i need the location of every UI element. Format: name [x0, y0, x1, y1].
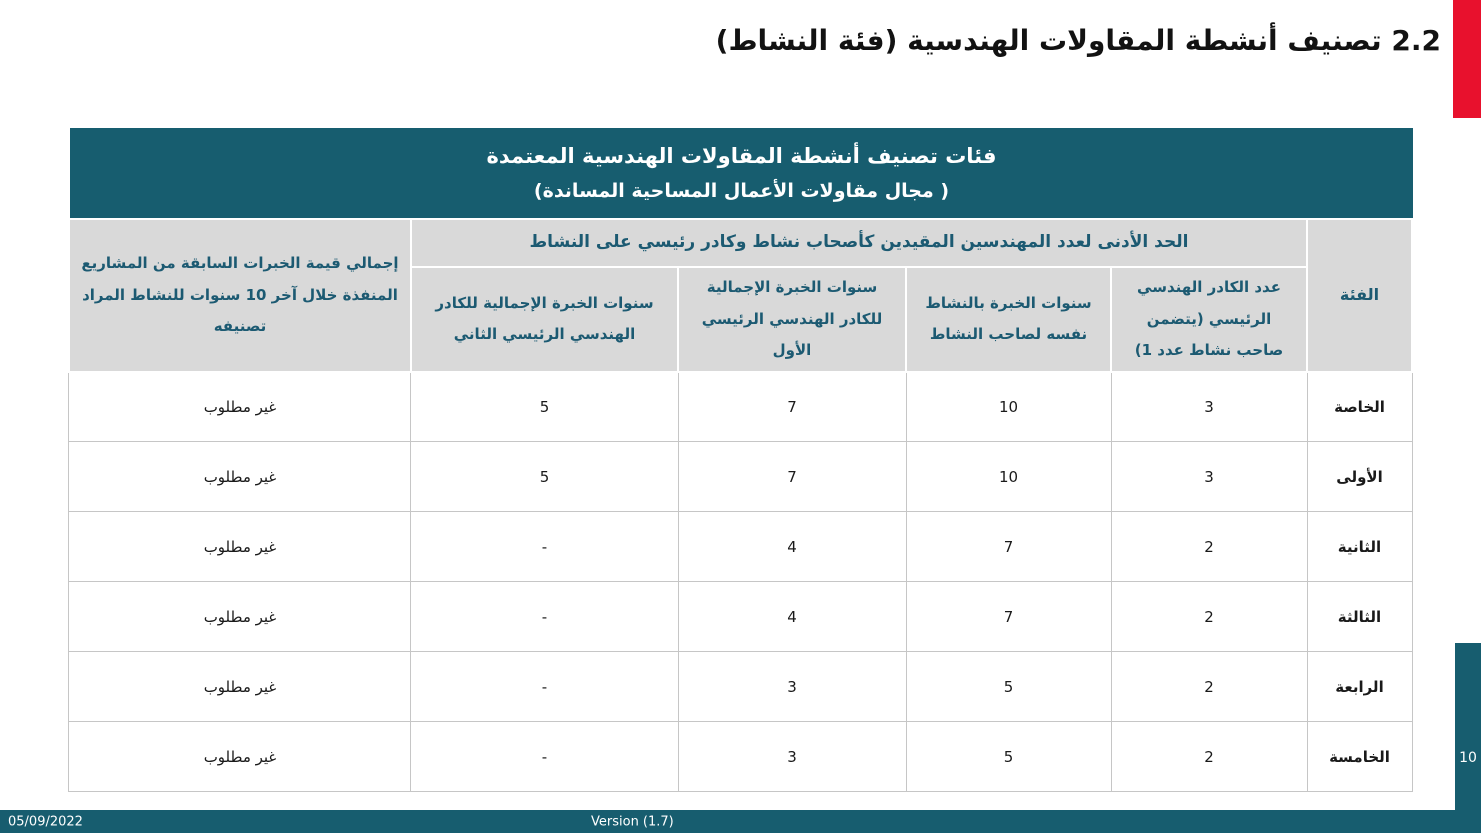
cadre-count-cell: 3: [1111, 442, 1307, 512]
second-cadre-experience-cell: -: [411, 582, 678, 652]
cadre-count-cell: 2: [1111, 652, 1307, 722]
category-cell: الخاصة: [1307, 372, 1412, 442]
owner-experience-cell: 10: [906, 372, 1111, 442]
column-header-previous-experience: إجمالي قيمة الخبرات السابقة من المشاريع المنفذة خلال آخر 10 سنوات للنشاط المراد تصنيفه: [69, 219, 411, 372]
red-accent-bar: [1453, 0, 1481, 118]
page-title: 2.2 تصنيف أنشطة المقاولات الهندسية (فئة النشاط): [715, 24, 1441, 57]
second-cadre-experience-cell: -: [411, 512, 678, 582]
previous-projects-cell: غير مطلوب: [69, 372, 411, 442]
classification-table-section: [70, 128, 1413, 792]
footer-version: Version (1.7): [591, 814, 674, 829]
first-cadre-experience-cell: 4: [678, 512, 906, 582]
column-header-cadre-count: عدد الكادر الهندسي الرئيسي (يتضمن صاحب نشاط عدد 1): [1111, 267, 1307, 372]
previous-projects-cell: غير مطلوب: [69, 582, 411, 652]
category-cell: الأولى: [1307, 442, 1412, 512]
previous-projects-cell: غير مطلوب: [69, 512, 411, 582]
owner-experience-cell: 7: [906, 582, 1111, 652]
column-header-first-cadre-experience: سنوات الخبرة الإجمالية للكادر الهندسي الرئيسي الأول: [678, 267, 906, 372]
owner-experience-cell: 5: [906, 652, 1111, 722]
footer-bar: [0, 810, 1481, 833]
previous-projects-cell: غير مطلوب: [69, 652, 411, 722]
category-cell: الثالثة: [1307, 582, 1412, 652]
category-cell: الرابعة: [1307, 652, 1412, 722]
second-cadre-experience-cell: 5: [411, 442, 678, 512]
page-number: 10: [1459, 750, 1477, 766]
owner-experience-cell: 7: [906, 512, 1111, 582]
classification-table: [68, 218, 1413, 792]
previous-projects-cell: غير مطلوب: [69, 722, 411, 792]
second-cadre-experience-cell: -: [411, 652, 678, 722]
first-cadre-experience-cell: 7: [678, 372, 906, 442]
owner-experience-cell: 10: [906, 442, 1111, 512]
owner-experience-cell: 5: [906, 722, 1111, 792]
first-cadre-experience-cell: 7: [678, 442, 906, 512]
footer-date: 05/09/2022: [8, 814, 83, 829]
previous-projects-cell: غير مطلوب: [69, 442, 411, 512]
table-row: [69, 372, 1412, 442]
table-row: [69, 652, 1412, 722]
table-banner-title: فئات تصنيف أنشطة المقاولات الهندسية المعتمدة: [486, 144, 997, 168]
cadre-count-cell: 2: [1111, 722, 1307, 792]
table-row: [69, 442, 1412, 512]
cadre-count-cell: 3: [1111, 372, 1307, 442]
second-cadre-experience-cell: 5: [411, 372, 678, 442]
header-row-group: [69, 219, 1412, 267]
column-header-second-cadre-experience: سنوات الخبرة الإجمالية للكادر الهندسي الرئيسي الثاني: [411, 267, 678, 372]
column-header-owner-experience: سنوات الخبرة بالنشاط نفسه لصاحب النشاط: [906, 267, 1111, 372]
table-row: [69, 582, 1412, 652]
table-row: [69, 722, 1412, 792]
side-accent-bar: [1455, 643, 1481, 833]
first-cadre-experience-cell: 3: [678, 652, 906, 722]
table-banner-subtitle: ( مجال مقاولات الأعمال المساحية المساندة): [533, 180, 950, 202]
table-banner: [70, 128, 1413, 218]
table-row: [69, 512, 1412, 582]
category-cell: الثانية: [1307, 512, 1412, 582]
cadre-count-cell: 2: [1111, 512, 1307, 582]
second-cadre-experience-cell: -: [411, 722, 678, 792]
first-cadre-experience-cell: 4: [678, 582, 906, 652]
column-header-category: الفئة: [1307, 219, 1412, 372]
category-cell: الخامسة: [1307, 722, 1412, 792]
cadre-count-cell: 2: [1111, 582, 1307, 652]
column-group-header: الحد الأدنى لعدد المهندسين المقيدين كأصحاب نشاط وكادر رئيسي على النشاط: [411, 219, 1307, 267]
first-cadre-experience-cell: 3: [678, 722, 906, 792]
